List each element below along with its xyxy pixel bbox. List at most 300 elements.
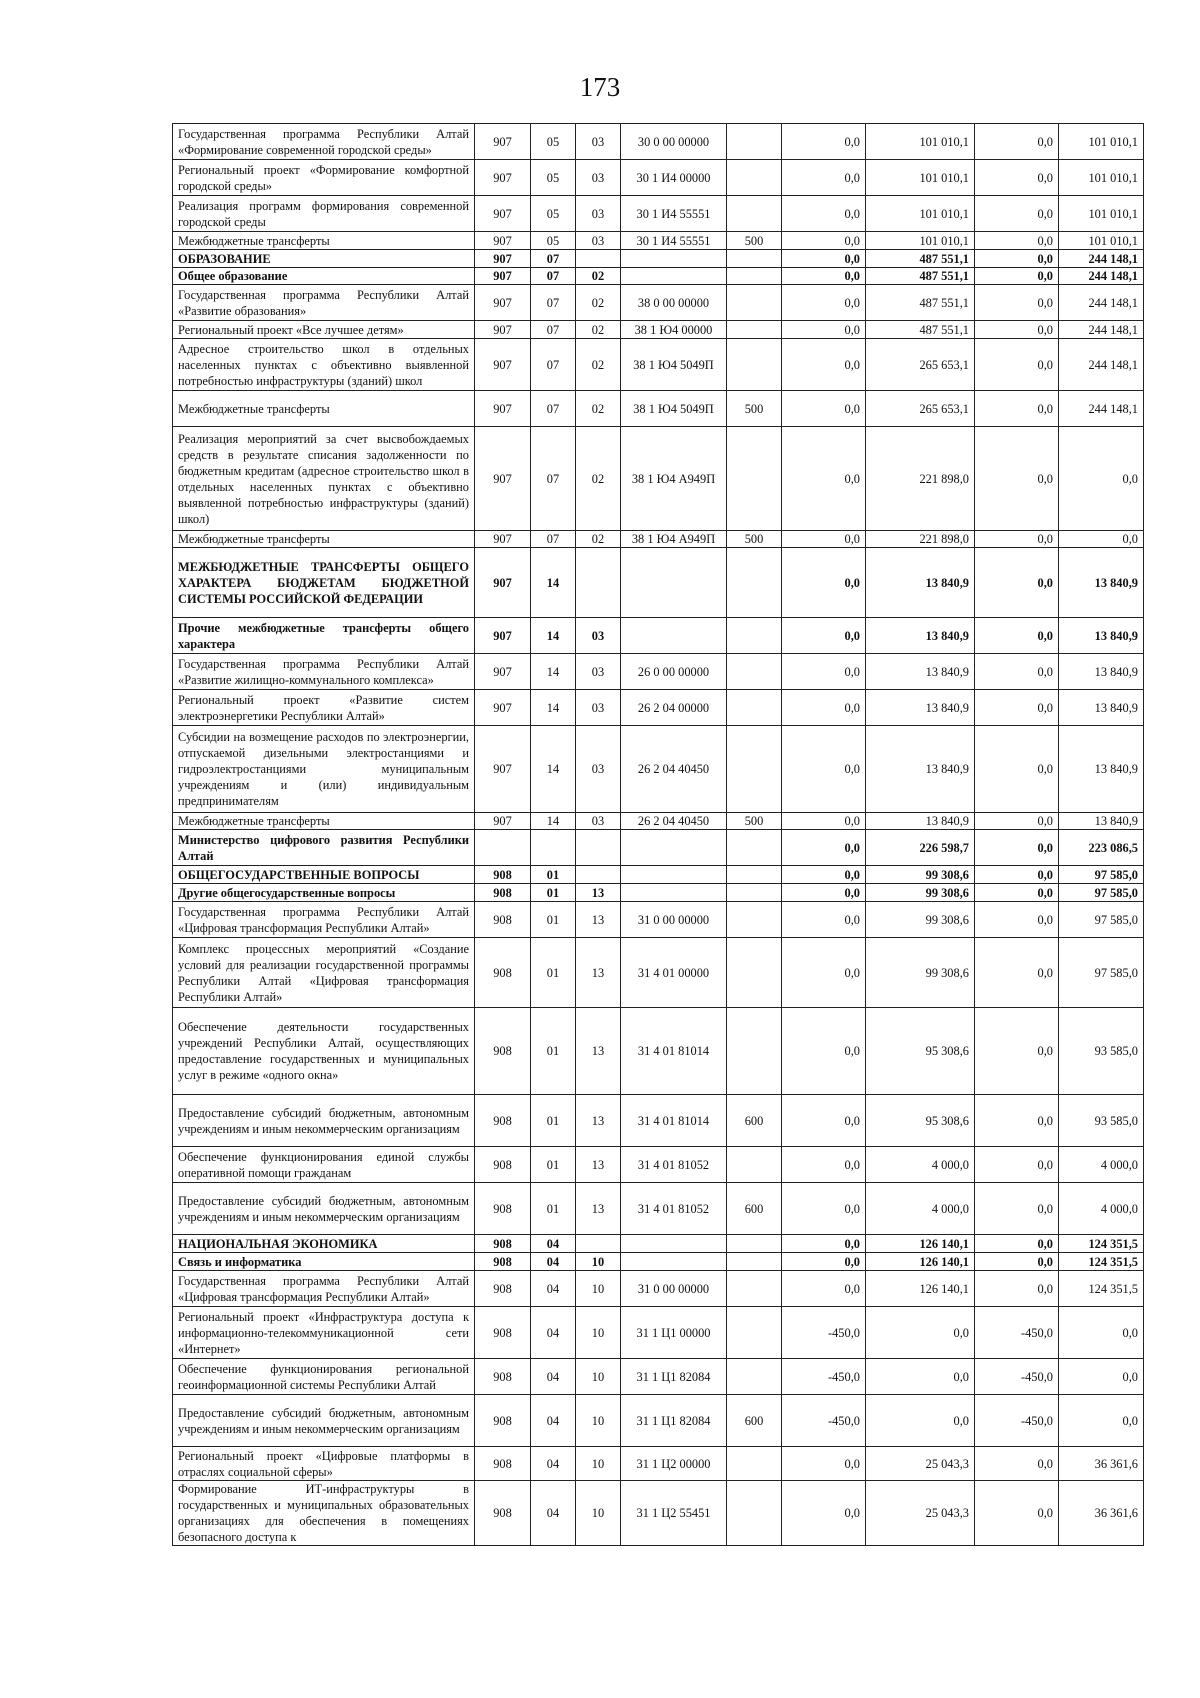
cell-amount-4: 101 010,1 — [1059, 196, 1144, 232]
cell-amount-4: 36 361,6 — [1059, 1447, 1144, 1481]
budget-table — [172, 123, 1144, 1546]
table-row — [173, 1253, 1144, 1271]
cell-code-pr: 03 — [576, 196, 621, 232]
cell-code-vr — [727, 285, 782, 321]
cell-amount-4: 36 361,6 — [1059, 1481, 1144, 1546]
cell-amount-2: 221 898,0 — [866, 427, 975, 531]
cell-amount-4: 93 585,0 — [1059, 1008, 1144, 1095]
cell-code-rz: 14 — [531, 813, 576, 830]
cell-code-rz: 07 — [531, 285, 576, 321]
table-row — [173, 1271, 1144, 1307]
cell-code-rz: 04 — [531, 1253, 576, 1271]
cell-amount-2: 13 840,9 — [866, 726, 975, 813]
cell-code-rz: 04 — [531, 1359, 576, 1395]
cell-code-pr — [576, 548, 621, 618]
cell-amount-1: 0,0 — [782, 813, 866, 830]
cell-code-csr: 31 4 01 81014 — [621, 1095, 727, 1147]
cell-code-csr — [621, 884, 727, 902]
cell-amount-1: 0,0 — [782, 1183, 866, 1235]
cell-code-rz: 01 — [531, 938, 576, 1008]
table-row — [173, 884, 1144, 902]
table-row — [173, 339, 1144, 391]
cell-amount-2: 95 308,6 — [866, 1008, 975, 1095]
cell-code-vr — [727, 726, 782, 813]
table-row — [173, 1235, 1144, 1253]
cell-code-gr: 908 — [475, 1395, 531, 1447]
cell-code-gr: 907 — [475, 654, 531, 690]
cell-code-csr — [621, 250, 727, 268]
cell-amount-3: 0,0 — [975, 427, 1059, 531]
cell-amount-3: 0,0 — [975, 1271, 1059, 1307]
cell-amount-2: 99 308,6 — [866, 884, 975, 902]
row-name: Связь и информатика — [173, 1253, 475, 1271]
cell-amount-4: 13 840,9 — [1059, 548, 1144, 618]
cell-amount-4: 13 840,9 — [1059, 654, 1144, 690]
row-name: Межбюджетные трансферты — [173, 391, 475, 427]
row-name: Обеспечение функционирования региональной геоинформационной системы Республики Алтай — [173, 1359, 475, 1395]
cell-amount-3: 0,0 — [975, 866, 1059, 884]
cell-amount-3: 0,0 — [975, 1253, 1059, 1271]
cell-amount-3: 0,0 — [975, 1147, 1059, 1183]
cell-code-vr — [727, 690, 782, 726]
table-row — [173, 938, 1144, 1008]
cell-amount-1: 0,0 — [782, 830, 866, 866]
row-name: Предоставление субсидий бюджетным, автономным учреждениям и иным некоммерческим организациям — [173, 1183, 475, 1235]
cell-code-rz: 01 — [531, 1147, 576, 1183]
cell-amount-2: 13 840,9 — [866, 654, 975, 690]
row-name: ОБРАЗОВАНИЕ — [173, 250, 475, 268]
row-name: Субсидии на возмещение расходов по электроэнергии, отпускаемой дизельными электростанциями и гидроэлектростанциями муниципальным учреждениям и (или) индивидуальным предпринимателям — [173, 726, 475, 813]
row-name: Обеспечение функционирования единой службы оперативной помощи гражданам — [173, 1147, 475, 1183]
cell-code-csr — [621, 1235, 727, 1253]
table-row — [173, 285, 1144, 321]
cell-code-vr — [727, 321, 782, 339]
cell-amount-2: 13 840,9 — [866, 548, 975, 618]
cell-code-gr: 908 — [475, 1359, 531, 1395]
cell-code-gr: 907 — [475, 268, 531, 285]
cell-amount-2: 126 140,1 — [866, 1235, 975, 1253]
table-row — [173, 813, 1144, 830]
cell-code-gr: 907 — [475, 618, 531, 654]
cell-amount-1: 0,0 — [782, 321, 866, 339]
table-row — [173, 531, 1144, 548]
table-row — [173, 548, 1144, 618]
cell-amount-3: 0,0 — [975, 531, 1059, 548]
cell-amount-3: 0,0 — [975, 268, 1059, 285]
cell-code-csr: 31 4 01 81052 — [621, 1147, 727, 1183]
cell-amount-2: 99 308,6 — [866, 902, 975, 938]
cell-code-pr: 13 — [576, 1183, 621, 1235]
cell-code-vr — [727, 1271, 782, 1307]
cell-amount-1: -450,0 — [782, 1395, 866, 1447]
cell-amount-4: 124 351,5 — [1059, 1235, 1144, 1253]
cell-amount-2: 126 140,1 — [866, 1253, 975, 1271]
cell-code-vr: 500 — [727, 232, 782, 250]
cell-code-csr: 38 1 Ю4 5049П — [621, 339, 727, 391]
row-name: Региональный проект «Цифровые платформы в отраслях социальной сферы» — [173, 1447, 475, 1481]
cell-amount-1: 0,0 — [782, 285, 866, 321]
cell-code-gr — [475, 830, 531, 866]
cell-amount-3: 0,0 — [975, 339, 1059, 391]
cell-code-vr — [727, 1235, 782, 1253]
cell-amount-4: 244 148,1 — [1059, 268, 1144, 285]
cell-code-gr: 907 — [475, 391, 531, 427]
cell-code-gr: 907 — [475, 690, 531, 726]
cell-code-vr — [727, 884, 782, 902]
row-name: Предоставление субсидий бюджетным, автономным учреждениям и иным некоммерческим организациям — [173, 1095, 475, 1147]
cell-code-csr: 38 1 Ю4 А949П — [621, 531, 727, 548]
cell-amount-4: 13 840,9 — [1059, 618, 1144, 654]
cell-amount-4: 124 351,5 — [1059, 1253, 1144, 1271]
cell-code-csr: 30 0 00 00000 — [621, 124, 727, 160]
table-row — [173, 268, 1144, 285]
cell-amount-2: 13 840,9 — [866, 690, 975, 726]
cell-code-gr: 907 — [475, 124, 531, 160]
cell-amount-2: 101 010,1 — [866, 232, 975, 250]
cell-code-vr — [727, 1447, 782, 1481]
cell-amount-1: 0,0 — [782, 938, 866, 1008]
cell-amount-4: 13 840,9 — [1059, 813, 1144, 830]
cell-amount-4: 101 010,1 — [1059, 160, 1144, 196]
cell-amount-1: 0,0 — [782, 902, 866, 938]
table-row — [173, 427, 1144, 531]
cell-amount-1: 0,0 — [782, 268, 866, 285]
cell-code-vr — [727, 830, 782, 866]
table-row — [173, 1395, 1144, 1447]
cell-code-rz: 04 — [531, 1481, 576, 1546]
row-name: Государственная программа Республики Алтай «Цифровая трансформация Республики Алтай» — [173, 902, 475, 938]
cell-amount-1: 0,0 — [782, 160, 866, 196]
cell-code-pr: 03 — [576, 160, 621, 196]
cell-amount-4: 0,0 — [1059, 427, 1144, 531]
cell-code-csr: 38 1 Ю4 5049П — [621, 391, 727, 427]
cell-code-gr: 907 — [475, 321, 531, 339]
cell-code-vr — [727, 1147, 782, 1183]
cell-code-rz: 07 — [531, 427, 576, 531]
cell-code-rz: 07 — [531, 268, 576, 285]
cell-code-gr: 908 — [475, 884, 531, 902]
cell-code-rz: 14 — [531, 618, 576, 654]
cell-code-gr: 908 — [475, 1253, 531, 1271]
cell-code-csr: 31 1 Ц1 82084 — [621, 1395, 727, 1447]
cell-amount-4: 244 148,1 — [1059, 250, 1144, 268]
cell-code-rz: 04 — [531, 1395, 576, 1447]
cell-code-rz: 01 — [531, 1095, 576, 1147]
cell-amount-1: 0,0 — [782, 726, 866, 813]
cell-amount-1: 0,0 — [782, 866, 866, 884]
cell-code-pr: 10 — [576, 1253, 621, 1271]
cell-code-csr: 31 4 01 00000 — [621, 938, 727, 1008]
cell-amount-3: 0,0 — [975, 884, 1059, 902]
row-name: Государственная программа Республики Алтай «Развитие образования» — [173, 285, 475, 321]
cell-amount-3: 0,0 — [975, 124, 1059, 160]
cell-amount-3: 0,0 — [975, 1008, 1059, 1095]
cell-amount-3: 0,0 — [975, 813, 1059, 830]
cell-code-csr — [621, 548, 727, 618]
cell-amount-1: 0,0 — [782, 1481, 866, 1546]
cell-code-vr — [727, 654, 782, 690]
cell-code-vr: 600 — [727, 1095, 782, 1147]
cell-amount-1: 0,0 — [782, 884, 866, 902]
cell-amount-3: 0,0 — [975, 321, 1059, 339]
cell-amount-2: 0,0 — [866, 1359, 975, 1395]
cell-amount-4: 0,0 — [1059, 1359, 1144, 1395]
cell-code-gr: 908 — [475, 1447, 531, 1481]
table-row — [173, 321, 1144, 339]
cell-amount-4: 13 840,9 — [1059, 690, 1144, 726]
cell-amount-3: 0,0 — [975, 285, 1059, 321]
table-row — [173, 1183, 1144, 1235]
cell-amount-4: 97 585,0 — [1059, 884, 1144, 902]
cell-code-gr: 907 — [475, 813, 531, 830]
cell-amount-3: -450,0 — [975, 1307, 1059, 1359]
cell-amount-2: 99 308,6 — [866, 866, 975, 884]
cell-amount-3: 0,0 — [975, 618, 1059, 654]
cell-code-vr: 500 — [727, 531, 782, 548]
table-row — [173, 391, 1144, 427]
table-row — [173, 160, 1144, 196]
cell-amount-3: 0,0 — [975, 654, 1059, 690]
cell-amount-1: 0,0 — [782, 391, 866, 427]
cell-code-pr — [576, 866, 621, 884]
row-name: Другие общегосударственные вопросы — [173, 884, 475, 902]
cell-amount-4: 13 840,9 — [1059, 726, 1144, 813]
cell-amount-2: 101 010,1 — [866, 196, 975, 232]
cell-code-pr: 03 — [576, 726, 621, 813]
cell-code-csr: 31 0 00 00000 — [621, 1271, 727, 1307]
cell-amount-1: 0,0 — [782, 654, 866, 690]
cell-code-rz: 14 — [531, 654, 576, 690]
cell-amount-2: 4 000,0 — [866, 1183, 975, 1235]
cell-code-pr: 03 — [576, 124, 621, 160]
row-name: НАЦИОНАЛЬНАЯ ЭКОНОМИКА — [173, 1235, 475, 1253]
cell-code-csr: 30 1 И4 55551 — [621, 196, 727, 232]
table-row — [173, 902, 1144, 938]
cell-amount-3: 0,0 — [975, 160, 1059, 196]
cell-code-pr: 10 — [576, 1447, 621, 1481]
row-name: Министерство цифрового развития Республики Алтай — [173, 830, 475, 866]
cell-amount-2: 13 840,9 — [866, 813, 975, 830]
cell-code-pr: 03 — [576, 232, 621, 250]
cell-code-vr — [727, 196, 782, 232]
cell-amount-4: 0,0 — [1059, 1307, 1144, 1359]
cell-amount-1: 0,0 — [782, 196, 866, 232]
row-name: Государственная программа Республики Алтай «Цифровая трансформация Республики Алтай» — [173, 1271, 475, 1307]
cell-amount-1: 0,0 — [782, 339, 866, 391]
cell-code-gr: 907 — [475, 196, 531, 232]
budget-table-body — [173, 124, 1144, 1546]
cell-code-rz: 04 — [531, 1235, 576, 1253]
cell-code-vr: 500 — [727, 391, 782, 427]
cell-amount-4: 0,0 — [1059, 531, 1144, 548]
cell-code-rz: 07 — [531, 391, 576, 427]
cell-code-vr — [727, 938, 782, 1008]
table-row — [173, 1147, 1144, 1183]
cell-code-rz: 14 — [531, 690, 576, 726]
cell-amount-4: 244 148,1 — [1059, 391, 1144, 427]
row-name: Межбюджетные трансферты — [173, 531, 475, 548]
cell-amount-4: 97 585,0 — [1059, 938, 1144, 1008]
table-row — [173, 654, 1144, 690]
cell-code-rz: 07 — [531, 531, 576, 548]
table-row — [173, 1447, 1144, 1481]
cell-amount-1: 0,0 — [782, 1095, 866, 1147]
cell-amount-1: 0,0 — [782, 548, 866, 618]
row-name: Предоставление субсидий бюджетным, автономным учреждениям и иным некоммерческим организациям — [173, 1395, 475, 1447]
cell-code-rz: 04 — [531, 1447, 576, 1481]
cell-amount-3: -450,0 — [975, 1359, 1059, 1395]
cell-code-gr: 908 — [475, 1307, 531, 1359]
cell-code-vr — [727, 1481, 782, 1546]
cell-amount-4: 223 086,5 — [1059, 830, 1144, 866]
cell-amount-3: 0,0 — [975, 1095, 1059, 1147]
cell-code-rz: 01 — [531, 1008, 576, 1095]
cell-code-vr — [727, 902, 782, 938]
cell-code-gr: 907 — [475, 427, 531, 531]
cell-amount-1: 0,0 — [782, 427, 866, 531]
cell-code-pr — [576, 830, 621, 866]
cell-code-vr — [727, 1307, 782, 1359]
row-name: Общее образование — [173, 268, 475, 285]
cell-code-gr: 907 — [475, 548, 531, 618]
cell-amount-3: 0,0 — [975, 726, 1059, 813]
cell-code-pr: 03 — [576, 690, 621, 726]
cell-code-gr: 908 — [475, 866, 531, 884]
table-row — [173, 690, 1144, 726]
cell-amount-3: 0,0 — [975, 1481, 1059, 1546]
cell-code-pr: 03 — [576, 813, 621, 830]
cell-code-csr: 26 2 04 00000 — [621, 690, 727, 726]
cell-amount-2: 487 551,1 — [866, 321, 975, 339]
cell-amount-3: 0,0 — [975, 830, 1059, 866]
cell-code-gr: 908 — [475, 1008, 531, 1095]
cell-amount-1: 0,0 — [782, 232, 866, 250]
cell-code-pr — [576, 250, 621, 268]
cell-amount-3: 0,0 — [975, 196, 1059, 232]
cell-amount-3: -450,0 — [975, 1395, 1059, 1447]
row-name: Обеспечение деятельности государственных учреждений Республики Алтай, осуществляющих предоставление государственных и муниципальных услуг в режиме «одного окна» — [173, 1008, 475, 1095]
cell-code-rz: 07 — [531, 339, 576, 391]
cell-amount-1: 0,0 — [782, 531, 866, 548]
cell-amount-1: 0,0 — [782, 1253, 866, 1271]
cell-amount-3: 0,0 — [975, 938, 1059, 1008]
cell-code-rz: 14 — [531, 548, 576, 618]
cell-amount-1: 0,0 — [782, 1147, 866, 1183]
cell-amount-4: 101 010,1 — [1059, 124, 1144, 160]
cell-code-rz: 05 — [531, 160, 576, 196]
cell-amount-3: 0,0 — [975, 232, 1059, 250]
cell-amount-4: 244 148,1 — [1059, 321, 1144, 339]
cell-code-rz: 01 — [531, 902, 576, 938]
cell-amount-1: 0,0 — [782, 250, 866, 268]
cell-code-gr: 908 — [475, 1235, 531, 1253]
row-name: Региональный проект «Все лучшее детям» — [173, 321, 475, 339]
cell-amount-2: 487 551,1 — [866, 250, 975, 268]
cell-amount-4: 93 585,0 — [1059, 1095, 1144, 1147]
cell-code-gr: 908 — [475, 902, 531, 938]
cell-code-vr — [727, 548, 782, 618]
cell-code-csr — [621, 1253, 727, 1271]
cell-amount-2: 126 140,1 — [866, 1271, 975, 1307]
row-name: Реализация мероприятий за счет высвобождаемых средств в результате списания задолженности по бюджетным кредитам (адресное строительство школ в отдельных населенных пунктах с объективно выявленной потребностью инфраструктуры (зданий) школ) — [173, 427, 475, 531]
cell-amount-1: 0,0 — [782, 1235, 866, 1253]
cell-code-gr: 907 — [475, 726, 531, 813]
cell-amount-2: 99 308,6 — [866, 938, 975, 1008]
row-name: Адресное строительство школ в отдельных населенных пунктах с объективно выявленной потребностью инфраструктуры (зданий) школ — [173, 339, 475, 391]
cell-code-csr — [621, 866, 727, 884]
cell-amount-2: 25 043,3 — [866, 1447, 975, 1481]
cell-code-pr: 02 — [576, 268, 621, 285]
cell-code-rz: 05 — [531, 196, 576, 232]
cell-code-pr: 10 — [576, 1481, 621, 1546]
cell-code-vr — [727, 268, 782, 285]
cell-amount-2: 95 308,6 — [866, 1095, 975, 1147]
cell-amount-1: 0,0 — [782, 124, 866, 160]
cell-code-rz — [531, 830, 576, 866]
cell-code-vr — [727, 866, 782, 884]
cell-code-gr: 907 — [475, 232, 531, 250]
cell-code-gr: 908 — [475, 1271, 531, 1307]
cell-amount-1: 0,0 — [782, 1008, 866, 1095]
cell-code-rz: 04 — [531, 1271, 576, 1307]
cell-code-pr: 02 — [576, 321, 621, 339]
cell-code-rz: 01 — [531, 1183, 576, 1235]
cell-code-gr: 907 — [475, 160, 531, 196]
cell-amount-4: 244 148,1 — [1059, 339, 1144, 391]
row-name: Реализация программ формирования современной городской среды — [173, 196, 475, 232]
cell-code-rz: 07 — [531, 321, 576, 339]
cell-amount-4: 4 000,0 — [1059, 1147, 1144, 1183]
cell-code-pr: 13 — [576, 938, 621, 1008]
cell-code-csr: 31 4 01 81014 — [621, 1008, 727, 1095]
cell-code-csr: 26 2 04 40450 — [621, 813, 727, 830]
cell-amount-4: 101 010,1 — [1059, 232, 1144, 250]
cell-code-pr: 02 — [576, 339, 621, 391]
cell-code-gr: 907 — [475, 531, 531, 548]
cell-code-vr — [727, 160, 782, 196]
cell-code-pr: 03 — [576, 618, 621, 654]
cell-amount-3: 0,0 — [975, 1447, 1059, 1481]
cell-code-pr: 13 — [576, 1095, 621, 1147]
table-row — [173, 250, 1144, 268]
table-row — [173, 1359, 1144, 1395]
table-row — [173, 1095, 1144, 1147]
cell-code-vr — [727, 1008, 782, 1095]
table-row — [173, 1307, 1144, 1359]
cell-code-csr: 30 1 И4 00000 — [621, 160, 727, 196]
cell-amount-3: 0,0 — [975, 1183, 1059, 1235]
cell-amount-1: -450,0 — [782, 1359, 866, 1395]
cell-amount-2: 221 898,0 — [866, 531, 975, 548]
cell-amount-1: 0,0 — [782, 618, 866, 654]
cell-code-vr — [727, 250, 782, 268]
cell-code-pr: 02 — [576, 427, 621, 531]
cell-code-pr: 02 — [576, 391, 621, 427]
cell-amount-2: 0,0 — [866, 1307, 975, 1359]
cell-code-csr: 38 0 00 00000 — [621, 285, 727, 321]
cell-amount-2: 25 043,3 — [866, 1481, 975, 1546]
cell-amount-4: 97 585,0 — [1059, 902, 1144, 938]
cell-amount-2: 101 010,1 — [866, 124, 975, 160]
cell-amount-2: 265 653,1 — [866, 339, 975, 391]
cell-code-pr: 02 — [576, 531, 621, 548]
cell-code-rz: 07 — [531, 250, 576, 268]
cell-code-vr — [727, 1253, 782, 1271]
table-row — [173, 1008, 1144, 1095]
cell-code-pr: 02 — [576, 285, 621, 321]
cell-code-gr: 908 — [475, 1147, 531, 1183]
cell-code-csr: 26 2 04 40450 — [621, 726, 727, 813]
